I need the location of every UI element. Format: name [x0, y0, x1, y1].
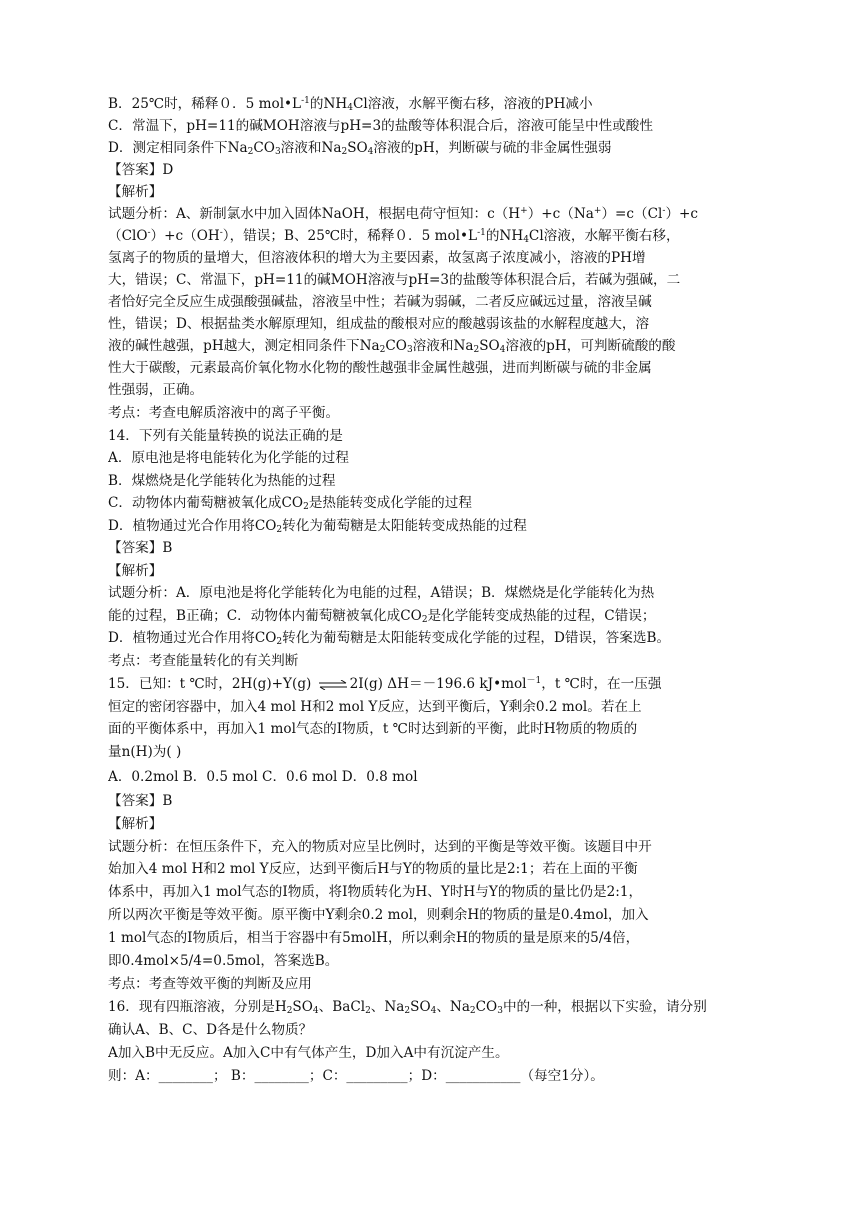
- text-line: 始加入4 mol H和2 mol Y反应，达到平衡后H与Y的物质的量比是2:1；若在上面的平衡: [108, 861, 638, 877]
- text-line: 16．现有四瓶溶液，分别是$H_2SO_4$、BaCl$_2$、$Na_2SO_4$、$Na_2CO_3$中的一种，根据以下实验，请分别: [108, 999, 707, 1016]
- text-line: 试题分析：A．原电池是将化学能转化为电能的过程，A错误；B．煤燃烧是化学能转化为热: [108, 585, 655, 601]
- text-line: B．煤燃烧是化学能转化为热能的过程: [108, 473, 336, 489]
- text-line: 1 mol气态的I物质后，相当于容器中有5molH，所以剩余H的物质的量是原来的5/4倍，: [108, 930, 640, 946]
- text-line: A加入B中无反应。A加入C中有气体产生，D加入A中有沉淀产生。: [108, 1045, 509, 1061]
- text-line: 大，错误；C、常温下，pH=11的碱MOH溶液与pH=3的盐酸等体积混合后，若碱为强碱，二: [108, 272, 681, 288]
- text-line: D．植物通过光合作用将$CO_2$转化为葡萄糖是太阳能转变成热能的过程: [108, 518, 527, 535]
- text-line: 量n(H)为( ): [108, 744, 182, 760]
- text-line: 所以两次平衡是等效平衡。原平衡中Y剩余0.2 mol，则剩余H的物质的量是0.4mol，加入: [108, 907, 649, 923]
- text-line: 试题分析：在恒压条件下，充入的物质对应呈比例时，达到的平衡是等效平衡。该题目中开: [108, 839, 652, 855]
- text-line: 即0.4mol×5/4=0.5mol，答案选B。: [108, 953, 339, 969]
- text-line: 者恰好完全反应生成强酸强碱盐，溶液呈中性；若碱为弱碱，二者反应碱远过量，溶液呈碱: [108, 294, 652, 310]
- text-line: 【解析】: [108, 563, 163, 579]
- text-line: 试题分析：A、新制氯水中加入固体NaOH，根据电荷守恒知：c（H+）+c（Na+）=c（Cl-）+c: [108, 206, 699, 222]
- text-line: 性强弱，正确。: [108, 382, 204, 398]
- text-line: A．原电池是将电能转化为化学能的过程: [108, 450, 349, 466]
- text-line: 氢离子的物质的量增大，但溶液体积的增大为主要因素，故氢离子浓度减小，溶液的PH增: [108, 250, 646, 266]
- text-line: 则：A：________； B：________；C：_________；D：___________（每空1分）。: [108, 1068, 604, 1084]
- text-line: 【解析】: [108, 816, 163, 832]
- text-line: （ClO-）+c（OH-），错误；B、25℃时，稀释０．5 $mol•L^{-1}$的$NH_4Cl$溶液，水解平衡右移，: [108, 228, 680, 245]
- text-line: 性大于碳酸，元素最高价氧化物水化物的酸性越强非金属性越强，进而判断碳与硫的非金属: [108, 360, 652, 376]
- text-line: 【解析】: [108, 184, 163, 200]
- text-line: D．测定相同条件下$Na_2CO_3$溶液和$Na_2SO_4$溶液的pH，判断碳与硫的非金属性强弱: [108, 140, 612, 157]
- text-line: 考点：考查等效平衡的判断及应用: [108, 976, 312, 992]
- text-line: 性，错误；D、根据盐类水解原理知，组成盐的酸根对应的酸越弱该盐的水解程度越大，溶: [108, 316, 650, 332]
- text-line: C．动物体内葡萄糖被氧化成$CO_2$是热能转变成化学能的过程: [108, 495, 472, 512]
- text-line: 液的碱性越强，pH越大，测定相同条件下$Na_2CO_3$溶液和$Na_2SO_4$溶液的pH，可判断硫酸的酸: [108, 338, 676, 355]
- text-line: 体系中，再加入1 mol气态的I物质，将I物质转化为H、Y时H与Y的物质的量比仍是2:1，: [108, 884, 643, 900]
- text-line: A．0.2mol B．0.5 mol C．0.6 mol D．0.8 mol: [108, 769, 418, 785]
- text-line: 【答案】B: [108, 540, 173, 556]
- text-line: 面的平衡体系中，再加入1 mol气态的I物质，t ℃时达到新的平衡，此时H物质的物质的: [108, 721, 638, 737]
- text-line: 考点：考查电解质溶液中的离子平衡。: [108, 405, 340, 421]
- text-line: 能的过程，B正确；C．动物体内葡萄糖被氧化成$CO_2$是化学能转变成热能的过程，C错误；: [108, 608, 656, 625]
- text-line: 恒定的密闭容器中，加入4 mol H和2 mol Y反应，达到平衡后，Y剩余0.2 mol。若在上: [108, 699, 642, 715]
- text-line: 14．下列有关能量转换的说法正确的是: [108, 428, 343, 444]
- text-line: D．植物通过光合作用将$CO_2$转化为葡萄糖是太阳能转变成化学能的过程，D错误，答案选B。: [108, 630, 671, 647]
- text-line: 【答案】B: [108, 793, 173, 809]
- text-line: 确认A、B、C、D各是什么物质？: [108, 1022, 313, 1038]
- text-line: 【答案】D: [108, 162, 174, 178]
- text-line: 考点：考查能量转化的有关判断: [108, 653, 299, 669]
- text-line: C．常温下，pH=11的碱MOH溶液与pH=3的盐酸等体积混合后，溶液可能呈中性或酸性: [108, 118, 653, 134]
- text-line: 15．已知：t ℃时，2H(g)+Y(g) 2I(g) ΔH＝－196.6 kJ•mol$^{-1}$，t ℃时，在一压强: [108, 676, 662, 692]
- text-line: B．25℃时，稀释０．5 $mol•L^{-1}$的$NH_4Cl$溶液，水解平衡右移，溶液的PH减小: [108, 96, 593, 113]
